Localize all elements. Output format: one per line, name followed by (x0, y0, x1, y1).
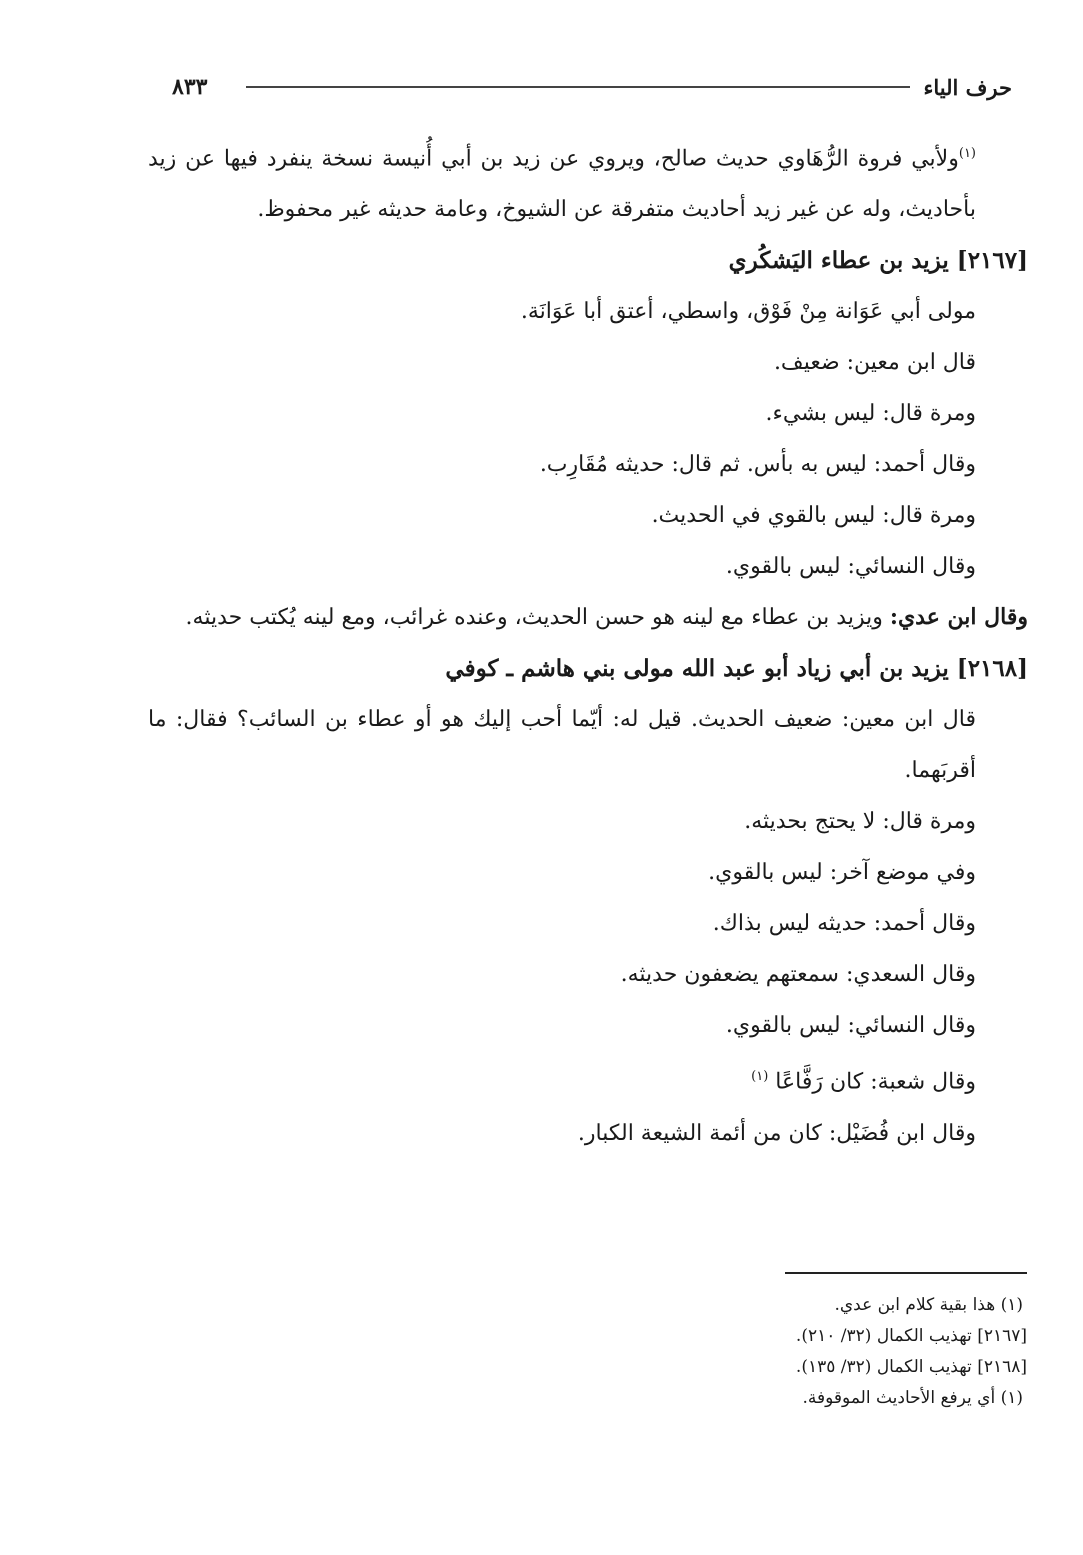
header-rule (246, 86, 910, 88)
entry-line: وقال النسائي: ليس بالقوي. (725, 554, 976, 580)
entry-line: وقال أحمد: ليس به بأس. ثم قال: حديثه مُقَارِب. (539, 452, 976, 478)
footnote-separator (785, 1272, 1027, 1274)
entry-line: وقال النسائي: ليس بالقوي. (725, 1013, 976, 1039)
main-text (148, 128, 1028, 1159)
entry-line: ومرة قال: ليس بالقوي في الحديث. (651, 503, 976, 529)
entry-line: ومرة قال: لا يحتج بحديثه. (744, 809, 976, 835)
shuba-line (148, 1051, 1028, 1107)
chapter-title: حرف الياء (923, 74, 1012, 100)
ibn-adi-text: ويزيد بن عطاء مع لينه هو حسن الحديث، وعنده غرائب، ومع لينه يُكتب حديثه. (185, 605, 890, 631)
footnote-ref: (١) (958, 146, 976, 161)
footnotes (600, 1290, 1027, 1414)
entry-line: وقال أحمد: حديثه ليس بذاك. (712, 911, 976, 937)
entry-line: وقال السعدي: سمعتهم يضعفون حديثه. (620, 962, 976, 988)
entry-line: وقال ابن فُضَيْل: كان من أئمة الشيعة الكبار. (577, 1120, 976, 1146)
footnote: (١) أي يرفع الأحاديث الموقوفة. (802, 1388, 1023, 1408)
page-header (172, 70, 1012, 104)
ibn-adi-paragraph (148, 592, 1028, 643)
shuba-text: وقال شعبة: كان رَفَّاعًا (775, 1069, 976, 1095)
entry-line: ومرة قال: ليس بشيء. (765, 401, 976, 427)
entry-line: مولى أبي عَوَانة مِنْ فَوْق، واسطي، أعتق أبا عَوَانَة. (520, 299, 976, 325)
entry-heading-2168: [٢١٦٨] يزيد بن أبي زياد أبو عبد الله مولى بني هاشم ـ كوفي (445, 655, 1028, 683)
footnote-ref: (١) (751, 1069, 769, 1085)
continued-paragraph (148, 128, 1028, 235)
entry-line: وفي موضع آخر: ليس بالقوي. (708, 860, 976, 886)
continued-text: ولأبي فروة الرُّهَاوي حديث صالح، ويروي عن زيد بن أبي أُنيسة نسخة ينفرد فيها عن زيد بأحاديث، وله عن غير زيد أحاديث متفرقة عن الشيوخ، وعامة حديثه غير محفوظ. (148, 146, 976, 223)
entry-heading-2167: [٢١٦٧] يزيد بن عطاء اليَشكُري (728, 247, 1028, 275)
ibn-adi-label: وقال ابن عدي: (889, 604, 1028, 631)
footnote: [٢١٦٨] تهذيب الكمال (٣٢/ ١٣٥). (795, 1357, 1027, 1377)
footnote: [٢١٦٧] تهذيب الكمال (٣٢/ ٢١٠). (795, 1326, 1027, 1346)
page-number: ٨٣٣ (172, 74, 208, 100)
entry-line: قال ابن معين: ضعيف. (773, 350, 976, 376)
entry-paragraph: قال ابن معين: ضعيف الحديث. قيل له: أيّما أحب إليك هو أو عطاء بن السائب؟ فقال: ما أقربَهما. (148, 707, 976, 784)
footnote: (١) هذا بقية كلام ابن عدي. (834, 1295, 1023, 1315)
